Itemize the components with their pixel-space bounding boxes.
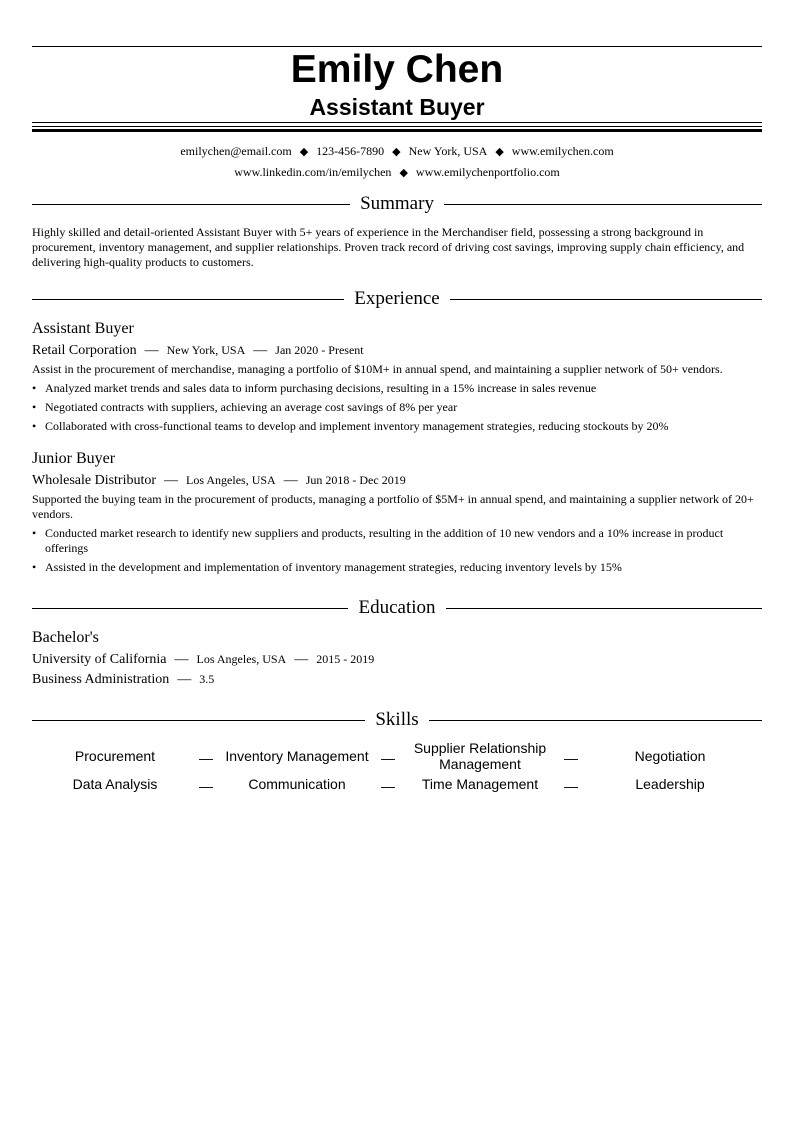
header-divider-thick: [32, 129, 762, 132]
skill-item: Leadership: [635, 776, 705, 792]
skill-separator: —: [381, 778, 395, 794]
heading-rule: [444, 204, 762, 205]
diamond-separator-icon: ◆: [399, 167, 408, 179]
heading-rule: [32, 299, 344, 300]
summary-heading: [32, 193, 762, 215]
job-role: Assistant Buyer: [32, 320, 134, 337]
gpa: 3.5: [199, 672, 215, 686]
skill-item: Data Analysis: [72, 776, 158, 792]
bullet-text: Collaborated with cross-functional teams to develop and implement inventory management strategies, reducing stockouts by 20%: [45, 419, 669, 433]
field-of-study: Business Administration: [32, 672, 170, 687]
bullet-icon: •: [32, 560, 37, 574]
top-divider: [32, 46, 762, 47]
job-location: New York, USA: [166, 343, 246, 357]
contact-line-1: [32, 143, 762, 160]
job-company: Retail Corporation: [32, 343, 137, 358]
skill-separator: —: [564, 750, 578, 766]
job-company: Wholesale Distributor: [32, 473, 157, 488]
candidate-title: Assistant Buyer: [309, 94, 485, 120]
job-bullet: [32, 419, 762, 434]
section-title: Summary: [360, 193, 434, 214]
experience-heading: [32, 288, 762, 310]
skill-separator: —: [199, 778, 213, 794]
heading-rule: [32, 608, 348, 609]
job-dates: Jan 2020 - Present: [275, 343, 364, 357]
skill-item: Supplier Relationship Management: [413, 740, 547, 772]
section-title: Experience: [354, 288, 440, 309]
degree: Bachelor's: [32, 629, 99, 646]
skill-item: Negotiation: [634, 748, 706, 764]
diamond-separator-icon: ◆: [299, 146, 309, 158]
contact-line-2: [32, 164, 762, 181]
skill-separator: —: [564, 778, 578, 794]
skill-item: Procurement: [74, 748, 156, 764]
skill-item: Inventory Management: [225, 748, 369, 764]
heading-rule: [446, 608, 762, 609]
header-divider-thin-2: [32, 126, 762, 127]
section-title: Education: [358, 597, 436, 618]
diamond-separator-icon: ◆: [392, 146, 401, 158]
diamond-separator-icon: ◆: [495, 146, 504, 158]
field-meta: Business Administration — 3.5: [32, 672, 215, 687]
job-bullet: [32, 560, 762, 575]
job-bullet: [32, 381, 762, 396]
education-heading: [32, 597, 762, 619]
email-link[interactable]: emilychen@email.com: [180, 144, 292, 158]
job-dates: Jun 2018 - Dec 2019: [305, 473, 406, 487]
bullet-icon: •: [32, 381, 37, 395]
school-name: University of California: [32, 652, 167, 667]
bullet-text: Negotiated contracts with suppliers, achieving an average cost savings of 8% per year: [45, 400, 458, 414]
skill-item: Communication: [248, 776, 346, 792]
heading-rule: [32, 720, 365, 721]
school-dates: 2015 - 2019: [316, 652, 375, 666]
skills-row: [32, 776, 762, 810]
job-description: Assist in the procurement of merchandise, managing a portfolio of $10M+ in annual spend, and maintaining a supplier network of 50+ vendors.: [32, 362, 723, 376]
job-location: Los Angeles, USA: [186, 473, 276, 487]
bullet-text: Conducted market research to identify new suppliers and products, resulting in the addition of 10 new vendors and a 10% increase in product offerings: [45, 526, 724, 555]
job-meta: Wholesale Distributor — Los Angeles, USA — Jun 2018 - Dec 2019: [32, 473, 406, 488]
bullet-text: Analyzed market trends and sales data to inform purchasing decisions, resulting in a 15% increase in sales revenue: [45, 381, 597, 395]
bullet-icon: •: [32, 400, 37, 414]
skills-row: [32, 740, 762, 774]
website-link[interactable]: www.emilychen.com: [511, 144, 614, 158]
heading-rule: [429, 720, 762, 721]
heading-rule: [32, 204, 350, 205]
location-text: New York, USA: [408, 144, 488, 158]
section-title: Skills: [375, 709, 419, 730]
job-bullet: [32, 400, 762, 415]
bullet-icon: •: [32, 526, 37, 540]
school-meta: University of California — Los Angeles, USA — 2015 - 2019: [32, 652, 375, 667]
header-divider-thin: [32, 122, 762, 123]
candidate-name: Emily Chen: [290, 48, 504, 91]
skill-separator: —: [199, 750, 213, 766]
summary-text: Highly skilled and detail-oriented Assistant Buyer with 5+ years of experience in the Merchandiser field, possessing a strong background in procurement, inventory management, and supplier relationships. Proven track record of driving cost savings, improving supply chain efficiency, and delivering high-quality products to customers.: [32, 225, 745, 269]
phone-text: 123-456-7890: [316, 144, 385, 158]
bullet-icon: •: [32, 419, 37, 433]
portfolio-link[interactable]: www.emilychenportfolio.com: [415, 165, 560, 179]
bullet-text: Assisted in the development and implementation of inventory management strategies, reducing inventory levels by 15%: [45, 560, 622, 574]
skill-separator: —: [381, 750, 395, 766]
skills-heading: [32, 709, 762, 731]
job-role: Junior Buyer: [32, 450, 116, 467]
job-bullet: [32, 526, 762, 556]
heading-rule: [450, 299, 762, 300]
skill-item: Time Management: [421, 776, 539, 792]
job-meta: Retail Corporation — New York, USA — Jan 2020 - Present: [32, 343, 364, 358]
linkedin-link[interactable]: www.linkedin.com/in/emilychen: [234, 165, 392, 179]
school-location: Los Angeles, USA: [196, 652, 287, 666]
job-description: Supported the buying team in the procurement of products, managing a portfolio of $5M+ in annual spend, and maintaining a supplier network of 20+ vendors.: [32, 492, 754, 521]
